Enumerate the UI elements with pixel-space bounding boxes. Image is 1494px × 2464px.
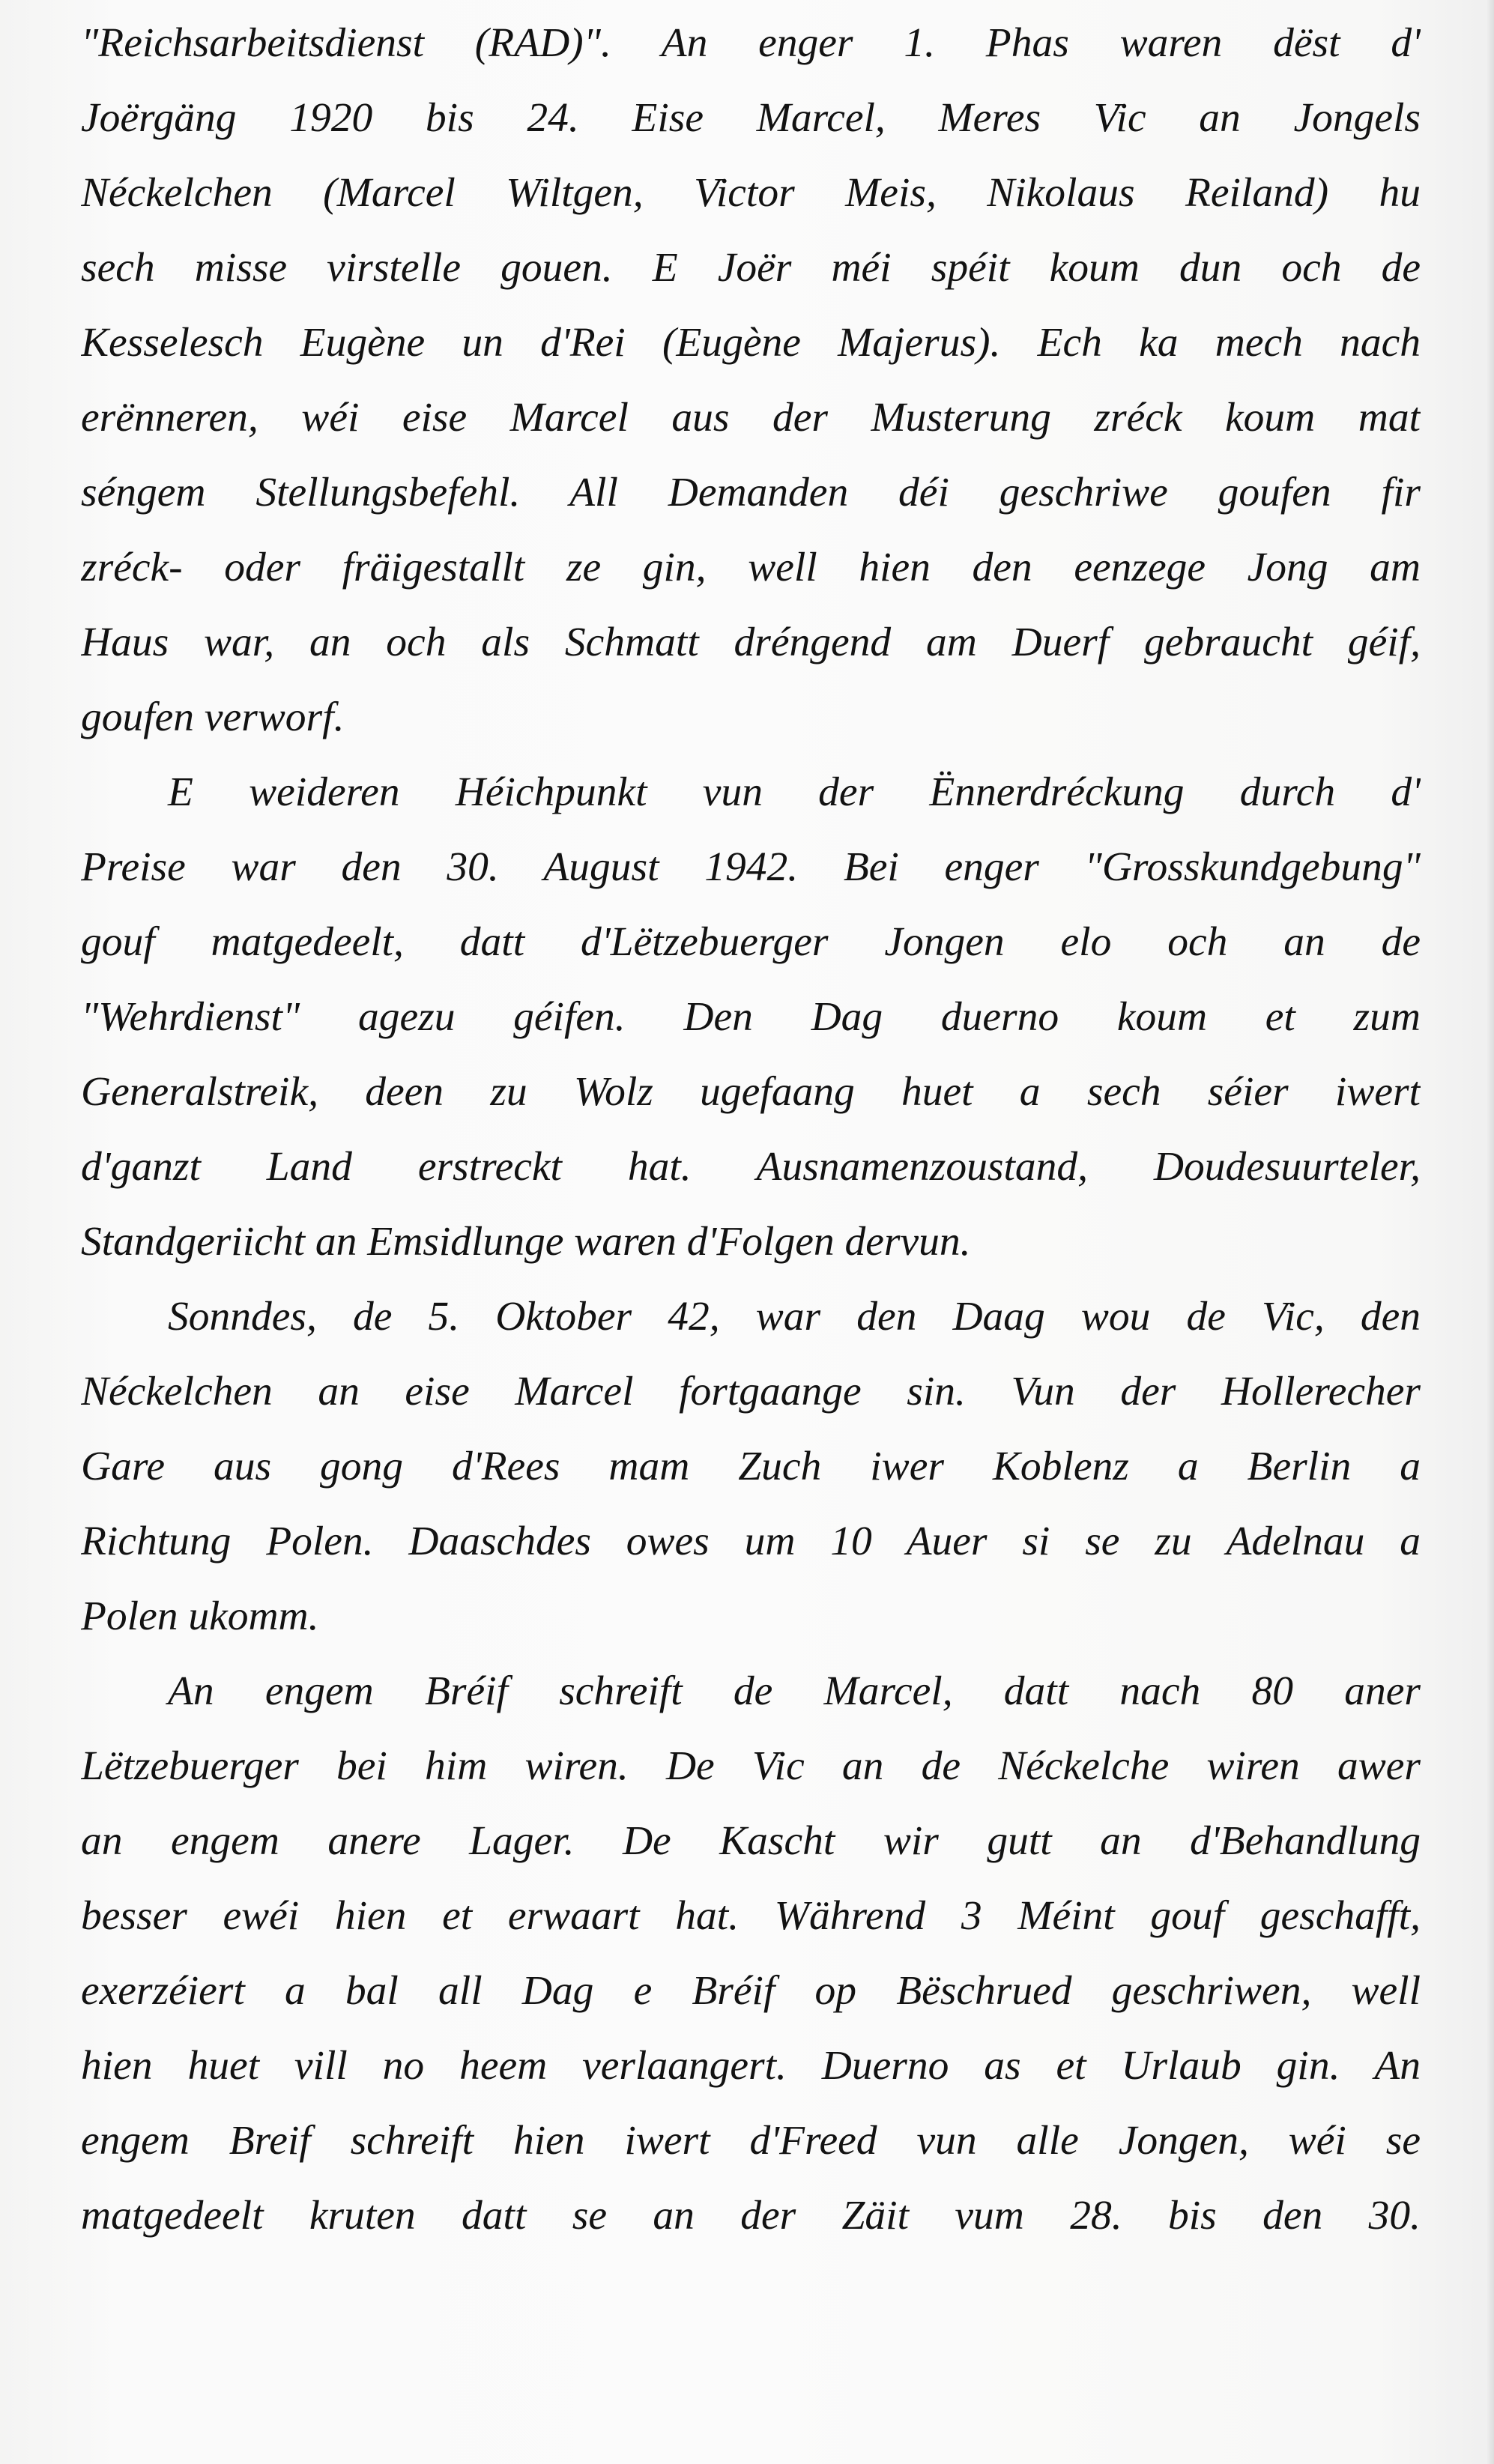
text-line: Néckelchen an eise Marcel fortgaange sin. Vun der Hollerecher — [81, 1369, 1421, 1414]
text-line: Polen ukomm. — [81, 1593, 319, 1639]
text-line: Néckelchen (Marcel Wiltgen, Victor Meis, Nikolaus Reiland) hu — [81, 170, 1421, 216]
text-line: engem Breif schreift hien iwert d'Freed vun alle Jongen, wéi se — [81, 2118, 1421, 2164]
text-line: Sonndes, de 5. Oktober 42, war den Daag wou de Vic, den — [168, 1294, 1421, 1340]
text-line: Lëtzebuerger bei him wiren. De Vic an de Néckelche wiren awer — [81, 1743, 1421, 1789]
text-line: goufen verworf. — [81, 694, 345, 740]
text-line: E weideren Héichpunkt vun der Ënnerdréckung durch d' — [168, 769, 1421, 815]
text-line: Joërgäng 1920 bis 24. Eise Marcel, Meres Vic an Jongels — [81, 95, 1421, 141]
paragraph-1 — [81, 6, 1421, 755]
text-line: hien huet vill no heem verlaangert. Duerno as et Urlaub gin. An — [81, 2043, 1421, 2089]
paragraph-4 — [81, 1654, 1421, 2253]
scan-edge-shadow — [1487, 0, 1494, 2464]
text-line: Preise war den 30. August 1942. Bei enger "Grosskundgebung" — [81, 844, 1421, 890]
text-line: Generalstreik, deen zu Wolz ugefaang huet a sech séier iwert — [81, 1069, 1421, 1115]
text-line: Richtung Polen. Daaschdes owes um 10 Auer si se zu Adelnau a — [81, 1519, 1421, 1564]
text-line: gouf matgedeelt, datt d'Lëtzebuerger Jongen elo och an de — [81, 919, 1421, 965]
text-line: Gare aus gong d'Rees mam Zuch iwer Koblenz a Berlin a — [81, 1444, 1421, 1489]
text-line: matgedeelt kruten datt se an der Zäit vum 28. bis den 30. — [81, 2193, 1421, 2239]
text-line: exerzéiert a bal all Dag e Bréif op Bëschrued geschriwen, well — [81, 1968, 1421, 2014]
paragraph-2 — [81, 755, 1421, 1280]
text-line: besser ewéi hien et erwaart hat. Während 3 Méint gouf geschafft, — [81, 1893, 1421, 1939]
text-line: séngem Stellungsbefehl. All Demanden déi geschriwe goufen fir — [81, 470, 1421, 515]
text-line: sech misse virstelle gouen. E Joër méi spéit koum dun och de — [81, 245, 1421, 291]
body-text — [81, 6, 1421, 2253]
text-line: d'ganzt Land erstreckt hat. Ausnamenzoustand, Doudesuurteler, — [81, 1144, 1421, 1190]
text-line: erënneren, wéi eise Marcel aus der Musterung zréck koum mat — [81, 395, 1421, 441]
paragraph-3 — [81, 1280, 1421, 1654]
text-line: Kesselesch Eugène un d'Rei (Eugène Majerus). Ech ka mech nach — [81, 320, 1421, 366]
text-line: an engem anere Lager. De Kascht wir gutt an d'Behandlung — [81, 1818, 1421, 1864]
text-line: "Reichsarbeitsdienst (RAD)". An enger 1. Phas waren dëst d' — [81, 20, 1421, 66]
text-line: "Wehrdienst" agezu géifen. Den Dag duerno koum et zum — [81, 994, 1421, 1040]
text-line: Standgeriicht an Emsidlunge waren d'Folgen dervun. — [81, 1219, 971, 1265]
text-line: An engem Bréif schreift de Marcel, datt nach 80 aner — [168, 1668, 1421, 1714]
text-line: zréck- oder fräigestallt ze gin, well hien den eenzege Jong am — [81, 545, 1421, 590]
text-line: Haus war, an och als Schmatt dréngend am Duerf gebraucht géif, — [81, 620, 1421, 665]
